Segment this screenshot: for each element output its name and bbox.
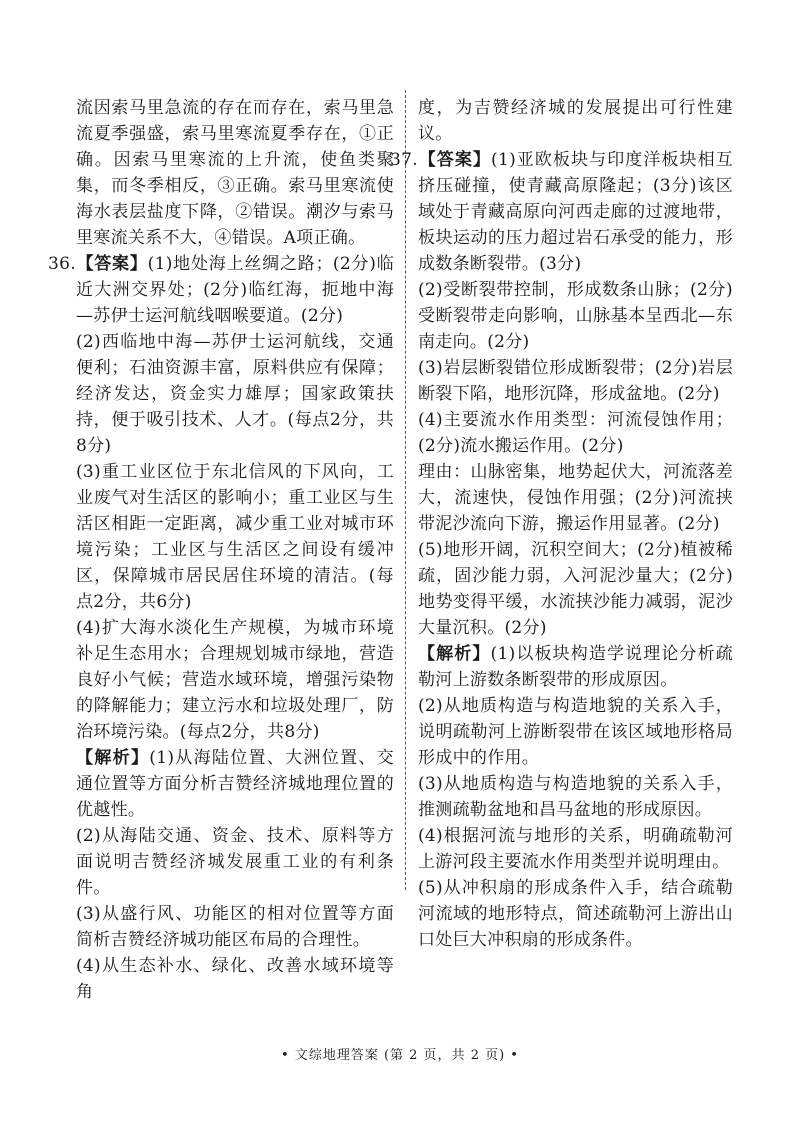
right-column	[390, 95, 733, 953]
q37-answer-3: (3)岩层断裂错位形成断裂带；(2分)岩层断裂下陷，地形沉降，形成盆地。(2分)	[418, 358, 733, 404]
q37-answer-1	[390, 147, 733, 277]
q37-answer-4-reason: 理由：山脉密集，地势起伏大，河流落差大，流速快，侵蚀作用强；(2分)河流挟带泥沙流向下游，搬运作用显著。(2分)	[418, 462, 733, 534]
q36-analysis-4: (4)从生态补水、绿化、改善水域环境等角	[76, 956, 394, 1002]
q37-answer-4: (4)主要流水作用类型：河流侵蚀作用；(2分)流水搬运作用。(2分)	[418, 410, 733, 456]
continued-text-right: 度，为吉赞经济城的发展提出可行性建议。	[418, 98, 733, 144]
analysis-tag: 【解析】	[418, 644, 491, 664]
q36-answer-4: (4)扩大海水淡化生产规模，为城市环境补足生态用水；合理规划城市绿地，营造良好小气候；营造水域环境，增强污染物的降解能力；建立污水和垃圾处理厂，防治环境污染。(每点2分，共8分)	[76, 618, 394, 742]
q37-answer-1-text: (1)亚欧板块与印度洋板块相互挤压碰撞，使青藏高原隆起；(3分)该区域处于青藏高原向河西走廊的过渡地带，板块运动的压力超过岩石承受的能力，形成数条断裂带。(3分)	[418, 150, 733, 274]
analysis-tag: 【解析】	[76, 748, 150, 768]
q36-analysis-2: (2)从海陆交通、资金、技术、原料等方面说明吉赞经济城发展重工业的有利条件。	[76, 826, 394, 898]
question-number-36: 36.	[48, 254, 76, 274]
continued-text: 流因索马里急流的存在而存在，索马里急流夏季强盛，索马里寒流夏季存在，①正确。因索马里寒流的上升流，使鱼类聚集，而冬季相反，③正确。索马里寒流使海水表层盐度下降，②错误。潮汐与索马里寒流关系不大，④错误。A项正确。	[76, 98, 394, 248]
page-footer: • 文综地理答案 (第 2 页，共 2 页) •	[281, 1048, 519, 1063]
column-divider	[405, 90, 406, 890]
q36-answer-1	[48, 251, 394, 329]
q37-answer-5: (5)地形开阔，沉积空间大；(2分)植被稀疏，固沙能力弱，入河泥沙量大；(2分)地势变得平缓，水流挟沙能力减弱，泥沙大量沉积。(2分)	[418, 540, 733, 638]
q36-answer-1-text: (1)地处海上丝绸之路；(2分)临近大洲交界处；(2分)临红海，扼地中海—苏伊士运河航线咽喉要道。(2分)	[76, 254, 394, 326]
q37-analysis-5: (5)从冲积扇的形成条件入手，结合疏勒河流域的地形特点，简述疏勒河上游出山口处巨大冲积扇的形成条件。	[418, 878, 733, 950]
q37-analysis-1	[418, 641, 733, 693]
question-number-37: 37.	[390, 150, 418, 170]
q36-answer-2: (2)西临地中海—苏伊士运河航线，交通便利；石油资源丰富，原料供应有保障；经济发达，资金实力雄厚；国家政策扶持，便于吸引技术、人才。(每点2分，共8分)	[76, 332, 394, 456]
q36-answer-3: (3)重工业区位于东北信风的下风向，工业废气对生活区的影响小；重工业区与生活区相距一定距离，减少重工业对城市环境污染；工业区与生活区之间设有缓冲区，保障城市居民居住环境的清洁。(每点2分，共6分)	[76, 462, 394, 612]
q37-answer-2: (2)受断裂带控制，形成数条山脉；(2分)受断裂带走向影响，山脉基本呈西北—东南走向。(2分)	[418, 280, 733, 352]
answer-tag: 【答案】	[75, 254, 148, 274]
q37-analysis-4: (4)根据河流与地形的关系，明确疏勒河上游河段主要流水作用类型并说明理由。	[418, 826, 733, 872]
q37-analysis-3: (3)从地质构造与构造地貌的关系入手，推测疏勒盆地和昌马盆地的形成原因。	[418, 774, 733, 820]
q37-analysis-1-text: (1)以板块构造学说理论分析疏勒河上游数条断裂带的形成原因。	[418, 644, 733, 690]
q36-analysis-1	[76, 745, 394, 823]
answer-tag: 【答案】	[417, 150, 492, 170]
q36-analysis-1-text: (1)从海陆位置、大洲位置、交通位置等方面分析吉赞经济城地理位置的优越性。	[76, 748, 394, 820]
q37-analysis-2: (2)从地质构造与构造地貌的关系入手，说明疏勒河上游断裂带在该区域地形格局形成中的作用。	[418, 696, 733, 768]
q36-analysis-3: (3)从盛行风、功能区的相对位置等方面简析吉赞经济城功能区布局的合理性。	[76, 904, 394, 950]
left-column	[48, 95, 394, 1005]
